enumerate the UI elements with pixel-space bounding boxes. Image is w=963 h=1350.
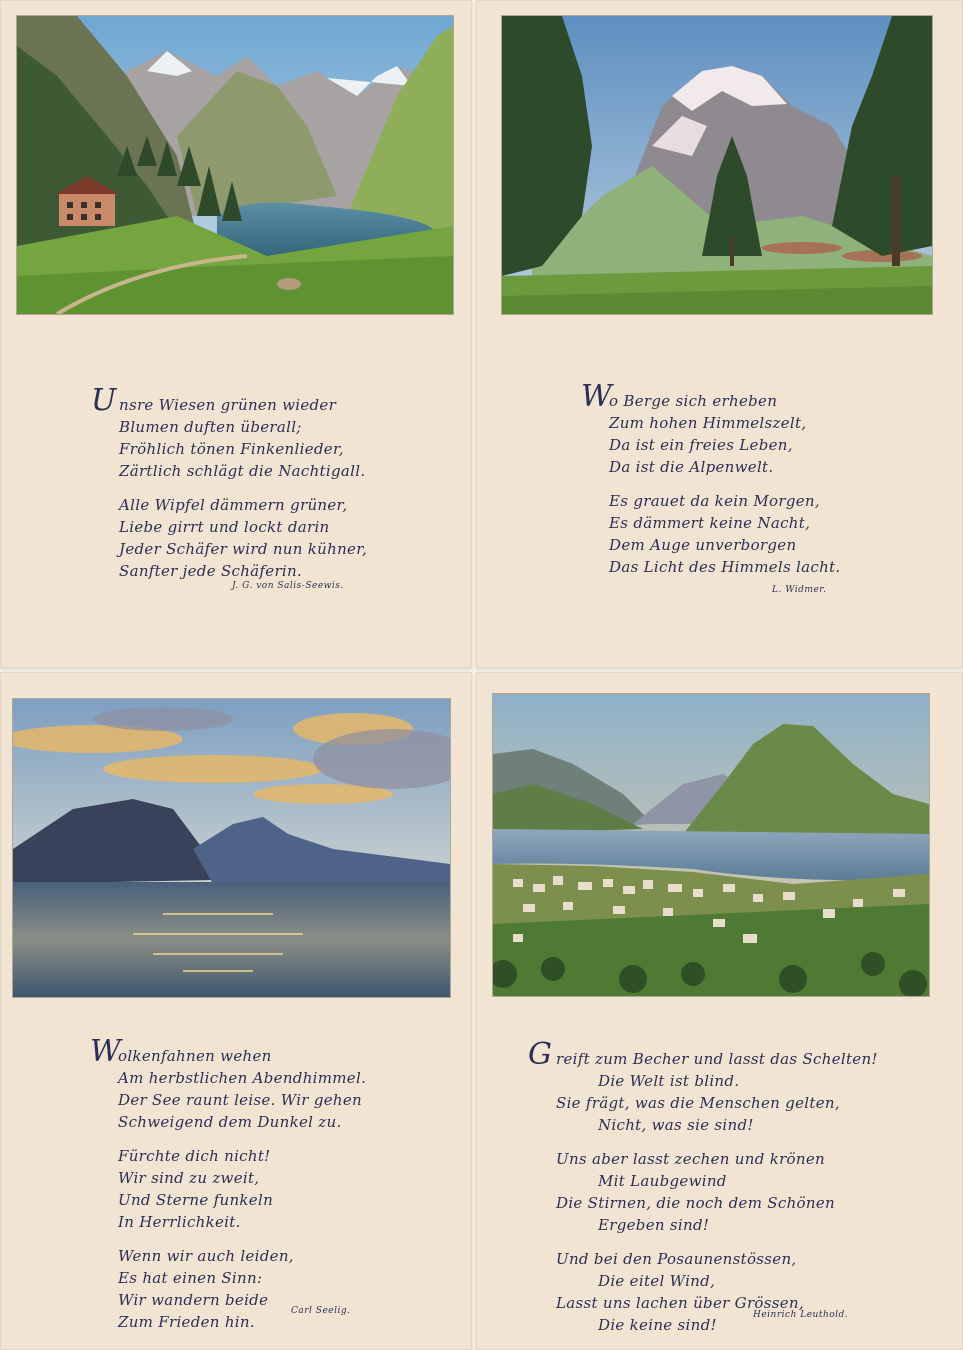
stanza: [90, 1034, 367, 1133]
postcard-1: [0, 0, 472, 668]
sunset-lake-mountains-icon: [13, 699, 450, 997]
poem-line: reift zum Becher und lasst das Schelten!: [556, 1050, 878, 1068]
poem-line: Zum hohen Himmelszelt,: [609, 414, 807, 432]
poem-line: Und bei den Posaunenstössen,: [556, 1250, 797, 1268]
poem-line: Mit Laubgewind: [598, 1172, 727, 1190]
poem-line: Schweigend dem Dunkel zu.: [118, 1113, 342, 1131]
poem-author: J. G. von Salis-Seewis.: [232, 581, 344, 591]
poem-line: Dem Auge unverborgen: [609, 536, 797, 554]
alpine-lake-with-house-icon: [17, 16, 453, 314]
drop-cap-letter: G: [528, 1037, 553, 1072]
poem-line: Alle Wipfel dämmern grüner,: [119, 496, 348, 514]
poem-line: Die Stirnen, die noch dem Schönen: [556, 1194, 835, 1212]
stanza: [556, 1248, 878, 1336]
poem-4: [528, 1037, 878, 1348]
stanza: [118, 1245, 366, 1333]
poem-line: Und Sterne funkeln: [118, 1191, 274, 1209]
poem-line: Jeder Schäfer wird nun kühner,: [119, 540, 368, 558]
poem-line: Die keine sind!: [598, 1316, 717, 1334]
drop-cap-letter: W: [90, 1034, 122, 1069]
poem-line: Es dämmert keine Nacht,: [609, 514, 811, 532]
stanza: [556, 1148, 878, 1236]
poem-2: [581, 379, 841, 590]
poem-line: Da ist die Alpenwelt.: [609, 458, 774, 476]
poem-line: nsre Wiesen grünen wieder: [119, 396, 337, 414]
postcard-3: [0, 672, 472, 1350]
poem-line: Sanfter jede Schäferin.: [119, 562, 303, 580]
poem-line: Wir wandern beide: [118, 1291, 269, 1309]
poem-author: L. Widmer.: [772, 585, 827, 595]
poem-author: Carl Seelig.: [291, 1306, 351, 1316]
poem-line: Am herbstlichen Abendhimmel.: [118, 1069, 367, 1087]
poem-line: Fröhlich tönen Finkenlieder,: [119, 440, 344, 458]
poem-line: Zum Frieden hin.: [118, 1313, 255, 1331]
stanza: [91, 383, 367, 482]
poem-3: [90, 1034, 367, 1345]
poem-line: o Berge sich erheben: [609, 392, 778, 410]
poem-line: Der See raunt leise. Wir gehen: [118, 1091, 363, 1109]
poem-line: Ergeben sind!: [598, 1216, 710, 1234]
poem-line: Wenn wir auch leiden,: [118, 1247, 294, 1265]
stanza: [528, 1037, 878, 1136]
stanza: [581, 379, 840, 478]
poem-line: Blumen duften überall;: [119, 418, 302, 436]
postcard-2: [476, 0, 963, 668]
poem-author: Heinrich Leuthold.: [753, 1310, 849, 1320]
poem-line: Liebe girrt und lockt darin: [119, 518, 330, 536]
poem-1: [91, 383, 368, 594]
stanza: [119, 494, 367, 582]
poem-line: Sie frägt, was die Menschen gelten,: [556, 1094, 840, 1112]
poem-line: Zärtlich schlägt die Nachtigall.: [119, 462, 366, 480]
poem-line: Die Welt ist blind.: [598, 1072, 740, 1090]
poem-line: Lasst uns lachen über Grössen,: [556, 1294, 804, 1312]
poem-line: Es grauet da kein Morgen,: [609, 492, 820, 510]
drop-cap-letter: U: [91, 383, 117, 418]
poem-line: Da ist ein freies Leben,: [609, 436, 793, 454]
poem-line: Wir sind zu zweit,: [118, 1169, 260, 1187]
poem-line: Nicht, was sie sind!: [598, 1116, 754, 1134]
stanza: [118, 1145, 366, 1233]
poem-line: Es hat einen Sinn:: [118, 1269, 263, 1287]
poem-line: Uns aber lasst zechen und krönen: [556, 1150, 825, 1168]
postcard-4: [476, 672, 963, 1350]
lakeside-town-mountain-icon: [493, 694, 929, 996]
poem-line: Fürchte dich nicht!: [118, 1147, 271, 1165]
poem-line: In Herrlichkeit.: [118, 1213, 241, 1231]
poem-line: olkenfahnen wehen: [118, 1047, 272, 1065]
poem-line: Das Licht des Himmels lacht.: [609, 558, 841, 576]
poem-line: Die eitel Wind,: [598, 1272, 716, 1290]
drop-cap-letter: W: [581, 379, 613, 414]
stanza: [609, 490, 840, 578]
snowy-peak-with-pines-icon: [502, 16, 932, 314]
